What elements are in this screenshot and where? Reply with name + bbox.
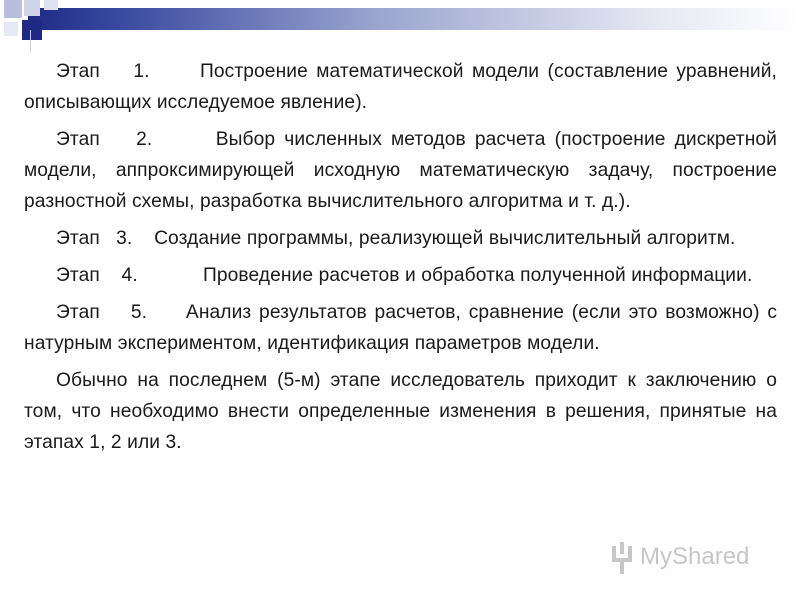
tree-logo-icon [608, 540, 636, 574]
stage-label: Этап 5. [56, 302, 148, 323]
stage-label: Этап 1. [56, 61, 150, 82]
decor-square [24, 0, 40, 16]
stage-text: Построение математической модели (составление уравнений, описывающих исследуемое явление). [24, 61, 777, 113]
decor-square [44, 0, 58, 10]
stage-1-paragraph [24, 56, 777, 118]
decor-square [4, 0, 22, 18]
stage-label: Этап 4. [56, 265, 138, 286]
slide-body [24, 56, 777, 464]
stage-text: Анализ результатов расчетов, сравнение (если это возможно) с натурным экспериментом, идентификация параметров модели. [24, 302, 778, 354]
decor-line [30, 30, 31, 52]
conclusion-paragraph [24, 365, 777, 458]
stage-3-paragraph [24, 223, 777, 254]
decor-square [4, 22, 18, 36]
decor-square [22, 20, 42, 40]
watermark [608, 540, 749, 574]
conclusion-text: Обычно на последнем (5-м) этапе исследователь приходит к заключению о том, что необходимо внести определенные изменения в решения, принятые на этапах 1, 2 или 3. [24, 370, 777, 453]
stage-label: Этап 2. [56, 129, 153, 150]
stage-4-paragraph [24, 260, 777, 291]
stage-label: Этап 3. [56, 228, 133, 249]
stage-text: Выбор численных методов расчета (построение дискретной модели, аппроксимирующей исходную математическую задачу, построение разностной схемы, разработка вычислительного алгоритма и т. д.). [24, 129, 777, 212]
stage-2-paragraph [24, 124, 777, 217]
stage-5-paragraph [24, 297, 777, 359]
stage-text: Проведение расчетов и обработка полученной информации. [202, 265, 753, 286]
stage-text: Создание программы, реализующей вычислительный алгоритм. [154, 228, 736, 249]
header-gradient-bar [28, 8, 800, 30]
watermark-text: MyShared [640, 543, 750, 570]
